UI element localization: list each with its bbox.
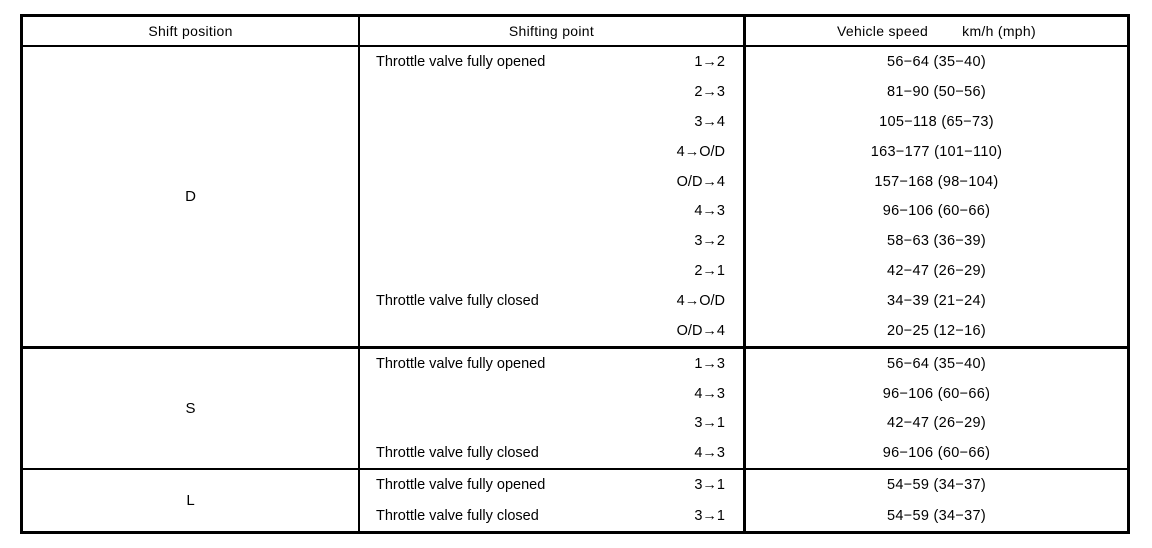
header-shift-position <box>23 17 360 47</box>
header-shift-position-label: Shift position <box>148 23 233 39</box>
table-row <box>376 379 725 409</box>
shift-position-label: L <box>186 492 195 509</box>
table-row <box>376 167 725 197</box>
shift-point: O/D→4 <box>676 323 725 340</box>
table-row <box>376 501 725 531</box>
shift-point: 3→1 <box>694 507 725 524</box>
shift-point: 4→O/D <box>676 293 725 310</box>
shift-point: 4→3 <box>694 445 725 462</box>
table-row <box>376 438 725 468</box>
throttle-condition: Throttle valve fully opened <box>376 477 546 494</box>
vehicle-speed-value: 34−39 (21−24) <box>886 293 987 310</box>
table-row <box>376 137 725 167</box>
vehicle-speed-value: 157−168 (98−104) <box>874 173 999 190</box>
table-row <box>376 349 725 379</box>
shift-point: 4→O/D <box>676 143 725 160</box>
table-row <box>376 286 725 316</box>
vehicle-speed-value: 58−63 (36−39) <box>886 233 987 250</box>
table-row <box>376 256 725 286</box>
shift-speed-table <box>20 14 1130 534</box>
shift-position-label: D <box>185 188 196 205</box>
shift-position-d <box>23 47 360 349</box>
vehicle-speeds-l <box>746 470 1127 531</box>
vehicle-speed-value: 163−177 (101−110) <box>870 143 1003 160</box>
vehicle-speed-value: 56−64 (35−40) <box>886 355 987 372</box>
shift-position-l <box>23 470 360 531</box>
shift-point: 3→1 <box>694 477 725 494</box>
vehicle-speed-value: 42−47 (26−29) <box>886 415 987 432</box>
table-row <box>376 77 725 107</box>
header-vehicle-speed-label: Vehicle speed <box>837 23 929 39</box>
vehicle-speed-value: 54−59 (34−37) <box>886 507 987 524</box>
shift-point: 3→1 <box>694 415 725 432</box>
vehicle-speed-value: 96−106 (60−66) <box>882 445 991 462</box>
table-row <box>376 47 725 77</box>
shift-point: 3→2 <box>694 233 725 250</box>
header-vehicle-speed <box>746 17 1127 47</box>
vehicle-speeds-s <box>746 349 1127 470</box>
vehicle-speed-value: 56−64 (35−40) <box>886 53 987 70</box>
table-row <box>376 316 725 346</box>
throttle-condition: Throttle valve fully closed <box>376 293 539 310</box>
shift-position-s <box>23 349 360 470</box>
table-row <box>376 409 725 439</box>
throttle-condition: Throttle valve fully opened <box>376 355 546 372</box>
throttle-condition: Throttle valve fully closed <box>376 507 539 524</box>
header-shifting-point <box>360 17 746 47</box>
vehicle-speed-value: 42−47 (26−29) <box>886 263 987 280</box>
shift-position-label: S <box>185 400 196 417</box>
shift-point: 2→3 <box>694 83 725 100</box>
shifting-points-l <box>360 470 746 531</box>
table-row <box>376 197 725 227</box>
vehicle-speed-value: 81−90 (50−56) <box>886 83 987 100</box>
vehicle-speeds-d <box>746 47 1127 349</box>
shift-point: 4→3 <box>694 385 725 402</box>
shift-point: 1→2 <box>694 53 725 70</box>
shift-point: 3→4 <box>694 113 725 130</box>
vehicle-speed-value: 105−118 (65−73) <box>879 113 994 130</box>
throttle-condition: Throttle valve fully opened <box>376 53 546 70</box>
table-row <box>376 470 725 500</box>
header-shifting-point-label: Shifting point <box>508 23 595 39</box>
table-row <box>376 226 725 256</box>
shift-point: 2→1 <box>694 263 725 280</box>
shift-point: 4→3 <box>694 203 725 220</box>
shifting-points-d <box>360 47 746 349</box>
vehicle-speed-value: 20−25 (12−16) <box>886 323 987 340</box>
header-speed-unit: km/h (mph) <box>962 23 1036 39</box>
throttle-condition: Throttle valve fully closed <box>376 445 539 462</box>
table-row <box>376 107 725 137</box>
shift-point: O/D→4 <box>676 173 725 190</box>
vehicle-speed-value: 96−106 (60−66) <box>882 203 991 220</box>
vehicle-speed-value: 96−106 (60−66) <box>882 385 991 402</box>
shift-point: 1→3 <box>694 355 725 372</box>
vehicle-speed-value: 54−59 (34−37) <box>886 477 987 494</box>
shifting-points-s <box>360 349 746 470</box>
